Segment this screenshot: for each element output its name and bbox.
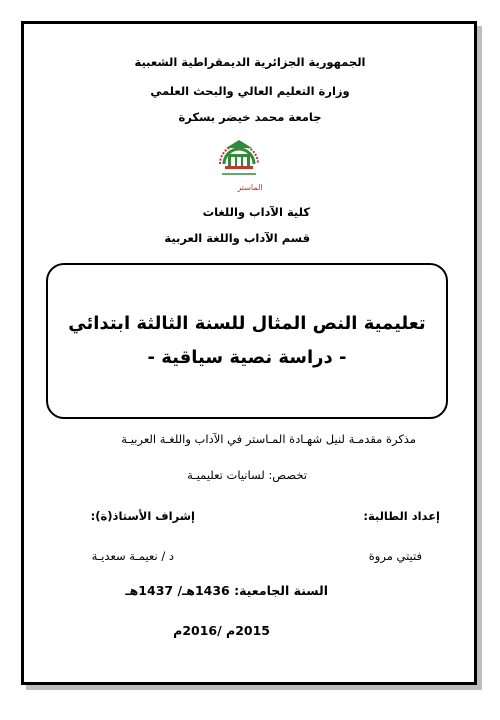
thesis-subtitle: - دراسة نصية سياقية - <box>147 347 347 368</box>
university-seal-icon <box>214 134 264 190</box>
college-name: كلية الآداب واللغات <box>202 205 310 219</box>
student-label: إعداد الطالبة: <box>363 509 440 523</box>
title-box <box>46 263 448 419</box>
department-name: قسم الآداب واللغة العربية <box>164 231 310 245</box>
logo-caption: الماستر <box>237 183 263 192</box>
thesis-title: تعليمية النص المثال للسنة الثالثة ابتدائي <box>68 313 426 334</box>
supervisor-name: د / نعيمـة سعديـة <box>91 549 174 563</box>
student-name: فتيتي مروة <box>368 549 422 563</box>
academic-year-gregorian: 2015م /2016م <box>173 623 270 638</box>
memo-statement: مذكرة مقدمـة لنيل شهـادة المـاستر في الآداب واللغـة العربيـة <box>121 432 416 446</box>
supervisor-label: إشراف الأستاذ(ة): <box>90 509 195 523</box>
ministry-name: وزارة التعليم العالي والبحث العلمي <box>150 84 350 98</box>
university-name: جامعة محمد خيضر بسكرة <box>178 110 322 124</box>
specialty: تخصص: لسانيات تعليميـة <box>187 468 307 482</box>
academic-year-hijri: السنة الجامعية: 1436هـ/ 1437هـ <box>125 583 328 598</box>
republic-name: الجمهورية الجزائرية الديمقراطية الشعبية <box>134 55 366 69</box>
